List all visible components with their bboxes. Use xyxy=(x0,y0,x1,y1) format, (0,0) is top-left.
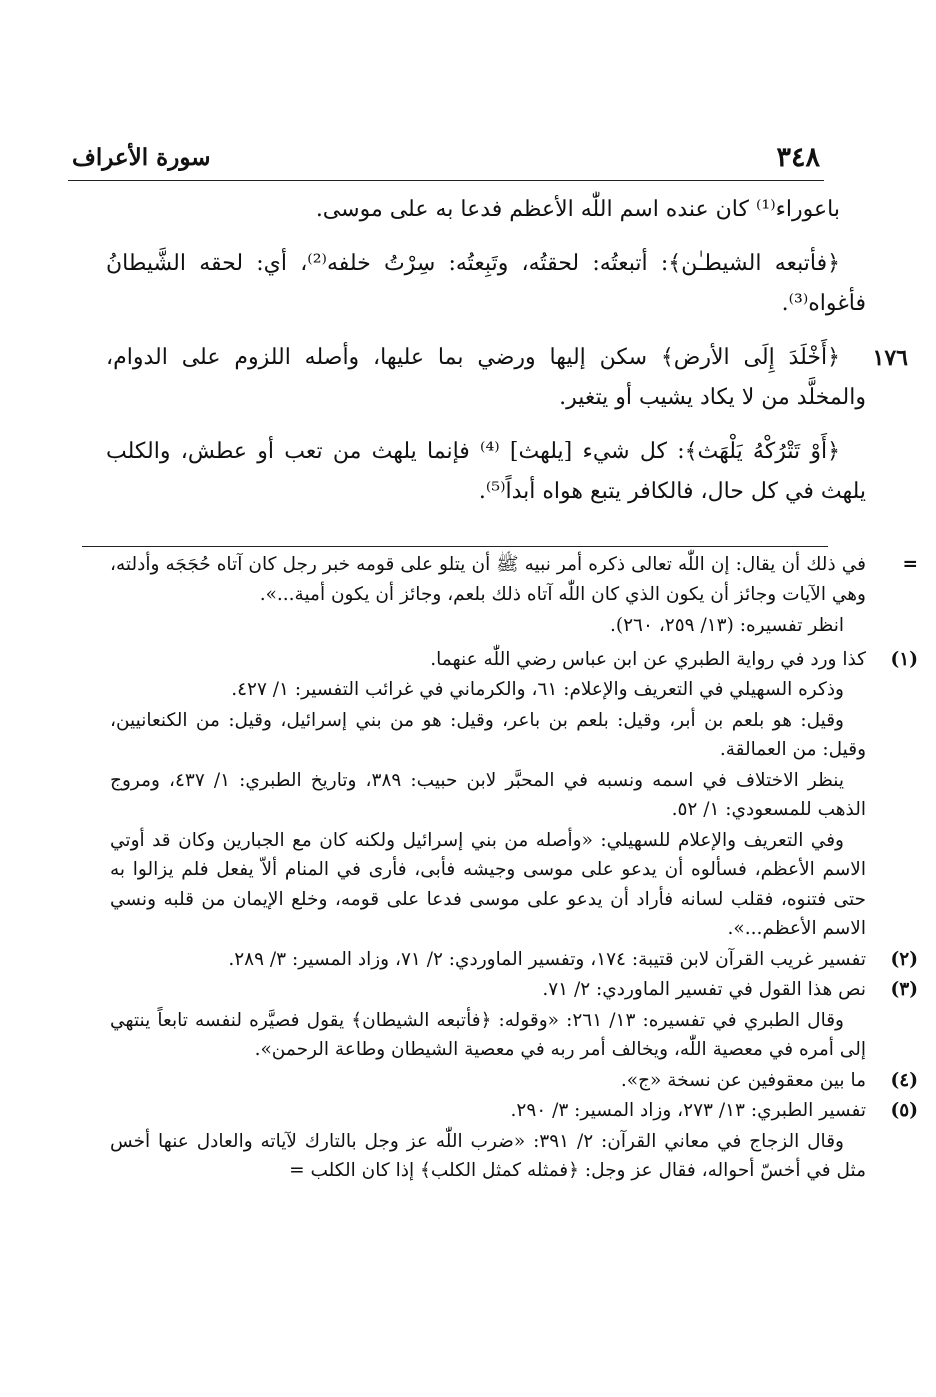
footnote-text: ما بين معقوفين عن نسخة «ج». xyxy=(620,1069,866,1091)
main-text xyxy=(106,190,908,526)
footnote xyxy=(110,645,918,675)
main-paragraph xyxy=(106,244,866,324)
main-paragraph xyxy=(106,190,866,230)
footnote-text: وقال الطبري في تفسيره: ١٣/ ٢٦١: «وقوله: ﴿فأتبعه الشيطان﴾ يقول فصيَّره لنفسه تابعاً ينتهي إلى أمره في معصية اللّٰه، ويخالف أمر ربه في معصية الشيطان وطاعة الرحمن». xyxy=(110,1009,866,1060)
footnote xyxy=(110,550,918,609)
footnote-separator xyxy=(82,546,828,547)
footnote-mark: (١) xyxy=(890,648,918,670)
footnote-text: ينظر الاختلاف في اسمه ونسبه في المحبَّر لابن حبيب: ٣٨٩، وتاريخ الطبري: ١/ ٤٣٧، ومروج الذهب للمسعودي: ١/ ٥٢. xyxy=(110,769,866,820)
footnote-text: في ذلك أن يقال: إن اللّٰه تعالى ذكره أمر نبيه ﷺ أن يتلو على قومه خبر رجل كان آتاه حُجَجَه وأدلته، وهي الآيات وجائز أن يكون الذي كان اللّٰه آتاه ذلك بلعم، وجائز أن يكون أمية...». xyxy=(110,554,866,605)
footnote-mark: (٢) xyxy=(890,948,918,970)
footnote-text: وقيل: هو بلعم بن أبر، وقيل: بلعم بن باعر، وقيل: هو من بني إسرائيل، وقيل: من الكنعانيين، وقيل: من العمالقة. xyxy=(110,709,866,760)
footnote xyxy=(110,766,866,825)
footnote-text: وقال الزجاج في معاني القرآن: ٢/ ٣٩١: «ضرب اللّٰه عز وجل بالتارك لآياته والعادل عنها أخس مثل في أخسّ أحواله، فقال عز وجل: ﴿فمثله كمثل الكلب﴾ إذا كان الكلب = xyxy=(110,1130,866,1181)
footnote xyxy=(110,706,866,765)
footnote xyxy=(110,975,918,1005)
footnote-text: انظر تفسيره: (١٣/ ٢٥٩، ٢٦٠). xyxy=(610,615,844,636)
verse-number: ١٧٦ xyxy=(872,345,908,371)
footnote-text: نص هذا القول في تفسير الماوردي: ٢/ ٧١. xyxy=(542,979,866,1000)
footnote xyxy=(110,1006,866,1065)
footnotes xyxy=(110,550,918,1187)
footnote xyxy=(110,675,866,705)
paragraph-text: ﴿فأتبعه الشيطـٰن﴾: أتبعتُه: لحقتُه، وتَبِعتُه: سِرْتُ خلفه⁽²⁾، أي: لحقه الشَّيطانُ فأغواه⁽³⁾. xyxy=(106,251,866,316)
paragraph-text: ﴿أَوْ تَتْرُكْهُ يَلْهَث﴾: كل شيء [يلهث] ⁽⁴⁾ فإنما يلهث من تعب أو عطش، والكلب يلهث في كل حال، فالكافر يتبع هواه أبداً⁽⁵⁾. xyxy=(106,439,866,504)
page-header xyxy=(68,140,824,181)
footnote-text: وفي التعريف والإعلام للسهيلي: «وأصله من بني إسرائيل ولكنه كان مع الجبارين وكان قد أوتي الاسم الأعظم، فسألوه أن يدعو على موسى وجيشه فأبى، فأرى في المنام ألاّ يفعل فلم يزالوا به حتى فتنوه، فقلب لسانه فأراد أن يدعو على موسى فدعا على قومه، وخلع الإيمان من قلبه ونسي الاسم الأعظم...». xyxy=(110,829,866,939)
footnote xyxy=(110,1096,918,1126)
footnote-text: وذكره السهيلي في التعريف والإعلام: ٦١، والكرماني في غرائب التفسير: ١/ ٤٢٧. xyxy=(231,679,844,700)
footnote-text: تفسير الطبري: ١٣/ ٢٧٣، وزاد المسير: ٣/ ٢٩٠. xyxy=(510,1100,866,1121)
paragraph-text: باعوراء⁽¹⁾ كان عنده اسم اللّٰه الأعظم فدعا به على موسى. xyxy=(315,197,840,222)
footnote-text: كذا ورد في رواية الطبري عن ابن عباس رضي اللّٰه عنهما. xyxy=(430,648,866,670)
footnote xyxy=(110,945,918,975)
footnote xyxy=(110,1066,918,1096)
footnote-mark: (٤) xyxy=(890,1069,918,1091)
footnote xyxy=(110,826,866,944)
footnote xyxy=(110,1127,866,1186)
surah-title: سورة الأعراف xyxy=(72,144,211,171)
footnote-text: تفسير غريب القرآن لابن قتيبة: ١٧٤، وتفسير الماوردي: ٢/ ٧١، وزاد المسير: ٣/ ٢٨٩. xyxy=(228,948,866,970)
paragraph-text: ﴿أَخْلَدَ إِلَى الأرض﴾ سكن إليها ورضي بما عليها، وأصله اللزوم على الدوام، والمخلَّد من لا يكاد يشيب أو يتغير. xyxy=(106,345,866,410)
page-number: ٣٤٨ xyxy=(776,142,820,173)
footnote-mark: (٥) xyxy=(890,1100,918,1121)
footnote xyxy=(110,611,866,641)
footnote-mark: = xyxy=(902,554,918,575)
footnote-mark: (٣) xyxy=(890,979,918,1000)
main-paragraph xyxy=(106,338,908,418)
main-paragraph xyxy=(106,432,866,512)
